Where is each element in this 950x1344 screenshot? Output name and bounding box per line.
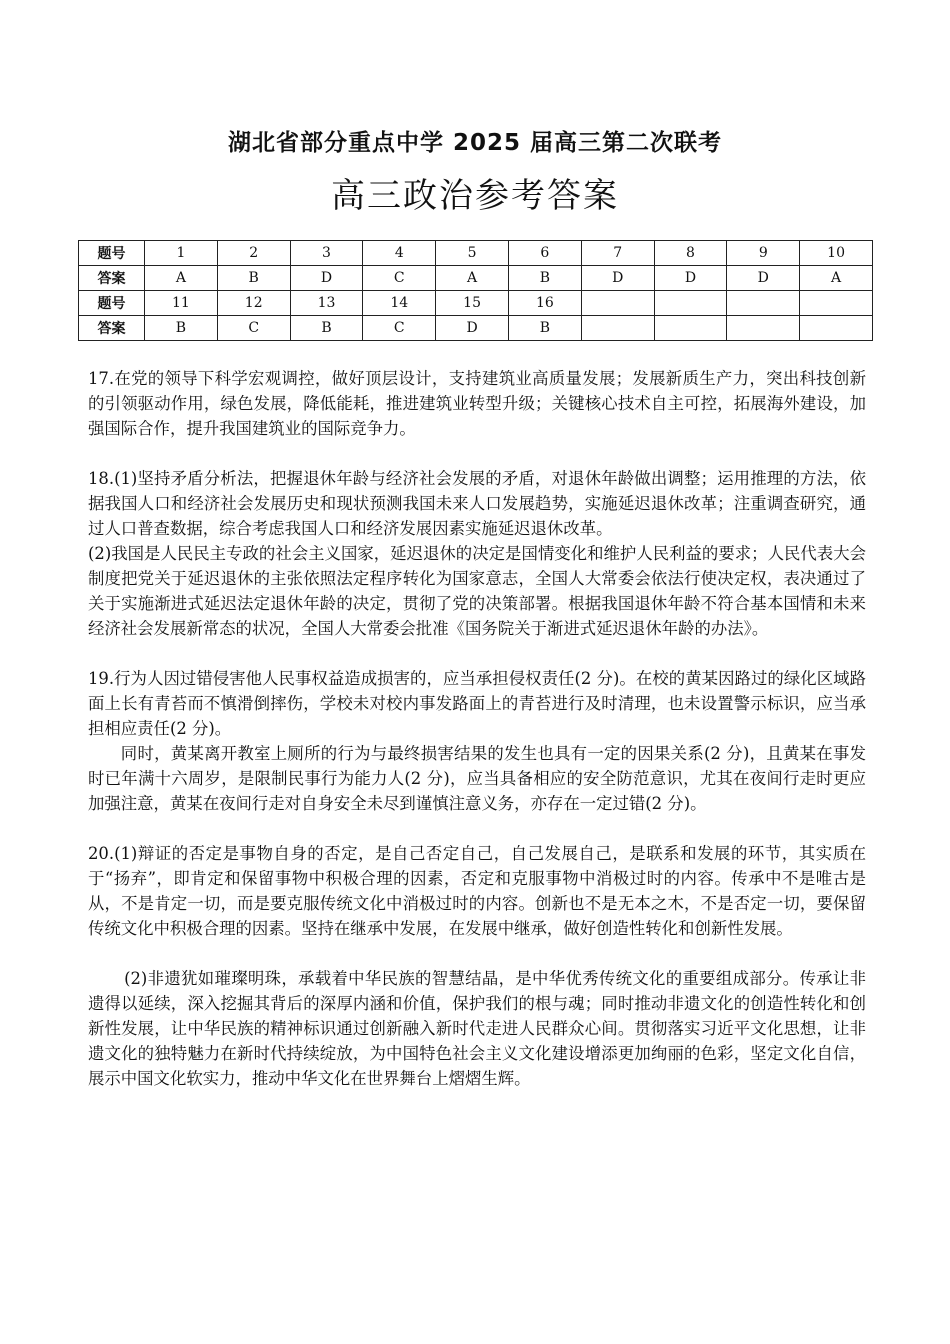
answer-table xyxy=(78,240,873,341)
answer-q20-part2: (2)非遗犹如璀璨明珠，承载着中华民族的智慧结晶，是中华优秀传统文化的重要组成部分。传承让非遗得以延续，深入挖掘其背后的深厚内涵和价值，保护我们的根与魂；同时推动非遗文化的创造性转化和创新性发展，让中华民族的精神标识通过创新融入新时代走进人民群众心间。贯彻落实习近平文化思想，让非遗文化的独特魅力在新时代持续绽放，为中国特色社会主义文化建设增添更加绚丽的色彩，坚定文化自信，展示中国文化软实力，推动中华文化在世界舞台上熠熠生辉。 xyxy=(88,969,866,1088)
answer-cell xyxy=(654,316,727,341)
answer-cell: C xyxy=(363,266,436,291)
question-number: 7 xyxy=(581,241,654,266)
question-number: 3 xyxy=(290,241,363,266)
row-label-question: 题号 xyxy=(79,291,145,316)
answer-q19-part2: 同时，黄某离开教室上厕所的行为与最终损害结果的发生也具有一定的因果关系(2 分)，且黄某在事发时已年满十六周岁，是限制民事行为能力人(2 分)，应当具备相应的安全防范意识，尤其在夜间行走时更应加强注意，黄某在夜间行走对自身安全未尽到谨慎注意义务，亦存在一定过错(2 分)。 xyxy=(88,744,866,813)
question-number xyxy=(581,291,654,316)
answer-body xyxy=(88,366,866,1091)
answer-cell: D xyxy=(581,266,654,291)
answer-cell: A xyxy=(800,266,873,291)
answer-cell: B xyxy=(145,316,218,341)
question-number: 5 xyxy=(436,241,509,266)
answer-cell: A xyxy=(145,266,218,291)
answer-cell: B xyxy=(290,316,363,341)
table-row-questions-1 xyxy=(79,241,873,266)
question-number: 9 xyxy=(727,241,800,266)
table-row-answers-2 xyxy=(79,316,873,341)
question-number xyxy=(654,291,727,316)
answer-q19-part1: 19.行为人因过错侵害他人民事权益造成损害的，应当承担侵权责任(2 分)。在校的黄某因路过的绿化区域路面上长有青苔而不慎滑倒摔伤，学校未对校内事发路面上的青苔进行及时清理，也未设置警示标识，应当承担相应责任(2 分)。 xyxy=(88,669,866,738)
row-label-answer: 答案 xyxy=(79,316,145,341)
question-number: 8 xyxy=(654,241,727,266)
exam-title: 湖北省部分重点中学 2025 届高三第二次联考 xyxy=(227,130,723,156)
question-number: 10 xyxy=(800,241,873,266)
question-number: 6 xyxy=(508,241,581,266)
answer-cell xyxy=(800,316,873,341)
question-number: 14 xyxy=(363,291,436,316)
answer-cell: D xyxy=(727,266,800,291)
answer-cell xyxy=(727,316,800,341)
answer-q18-part2: (2)我国是人民民主专政的社会主义国家，延迟退休的决定是国情变化和维护人民利益的要求；人民代表大会制度把党关于延迟退休的主张依照法定程序转化为国家意志，全国人大常委会依法行使决定权，表决通过了关于实施渐进式延迟法定退休年龄的决定，贯彻了党的决策部署。根据我国退休年龄不符合基本国情和未来经济社会发展新常态的状况，全国人大常委会批准《国务院关于渐进式延迟退休年龄的办法》。 xyxy=(88,544,866,638)
answer-cell: B xyxy=(508,316,581,341)
answer-cell: C xyxy=(363,316,436,341)
answer-cell: D xyxy=(654,266,727,291)
question-number xyxy=(800,291,873,316)
answer-key-title: 高三政治参考答案 xyxy=(331,176,619,216)
answer-cell: A xyxy=(436,266,509,291)
answer-q20-part1: 20.(1)辩证的否定是事物自身的否定，是自己否定自己，自己发展自己，是联系和发展的环节，其实质在于“扬弃”，即肯定和保留事物中积极合理的因素，否定和克服事物中消极过时的内容。传承中不是唯古是从，不是肯定一切，而是要克服传统文化中消极过时的内容。创新也不是无本之木，不是否定一切，要保留传统文化中积极合理的因素。坚持在继承中发展，在发展中继承，做好创造性转化和创新性发展。 xyxy=(88,844,866,938)
answer-cell xyxy=(581,316,654,341)
question-number: 1 xyxy=(145,241,218,266)
question-number: 16 xyxy=(508,291,581,316)
answer-cell: B xyxy=(217,266,290,291)
question-number: 2 xyxy=(217,241,290,266)
answer-cell: C xyxy=(217,316,290,341)
answer-cell: D xyxy=(290,266,363,291)
question-number: 12 xyxy=(217,291,290,316)
answer-q18-part1: 18.(1)坚持矛盾分析法，把握退休年龄与经济社会发展的矛盾，对退休年龄做出调整；运用推理的方法，依据我国人口和经济社会发展历史和现状预测我国未来人口发展趋势，实施延迟退休改革；注重调查研究，通过人口普查数据，综合考虑我国人口和经济发展因素实施延迟退休改革。 xyxy=(88,469,866,538)
table-row-answers-1 xyxy=(79,266,873,291)
question-number: 15 xyxy=(436,291,509,316)
question-number: 13 xyxy=(290,291,363,316)
answer-q17: 17.在党的领导下科学宏观调控，做好顶层设计，支持建筑业高质量发展；发展新质生产力，突出科技创新的引领驱动作用，绿色发展，降低能耗，推进建筑业转型升级；关键核心技术自主可控，拓展海外建设，加强国际合作，提升我国建筑业的国际竞争力。 xyxy=(88,369,866,438)
table-row-questions-2 xyxy=(79,291,873,316)
question-number xyxy=(727,291,800,316)
answer-cell: D xyxy=(436,316,509,341)
row-label-answer: 答案 xyxy=(79,266,145,291)
question-number: 4 xyxy=(363,241,436,266)
answer-cell: B xyxy=(508,266,581,291)
row-label-question: 题号 xyxy=(79,241,145,266)
question-number: 11 xyxy=(145,291,218,316)
